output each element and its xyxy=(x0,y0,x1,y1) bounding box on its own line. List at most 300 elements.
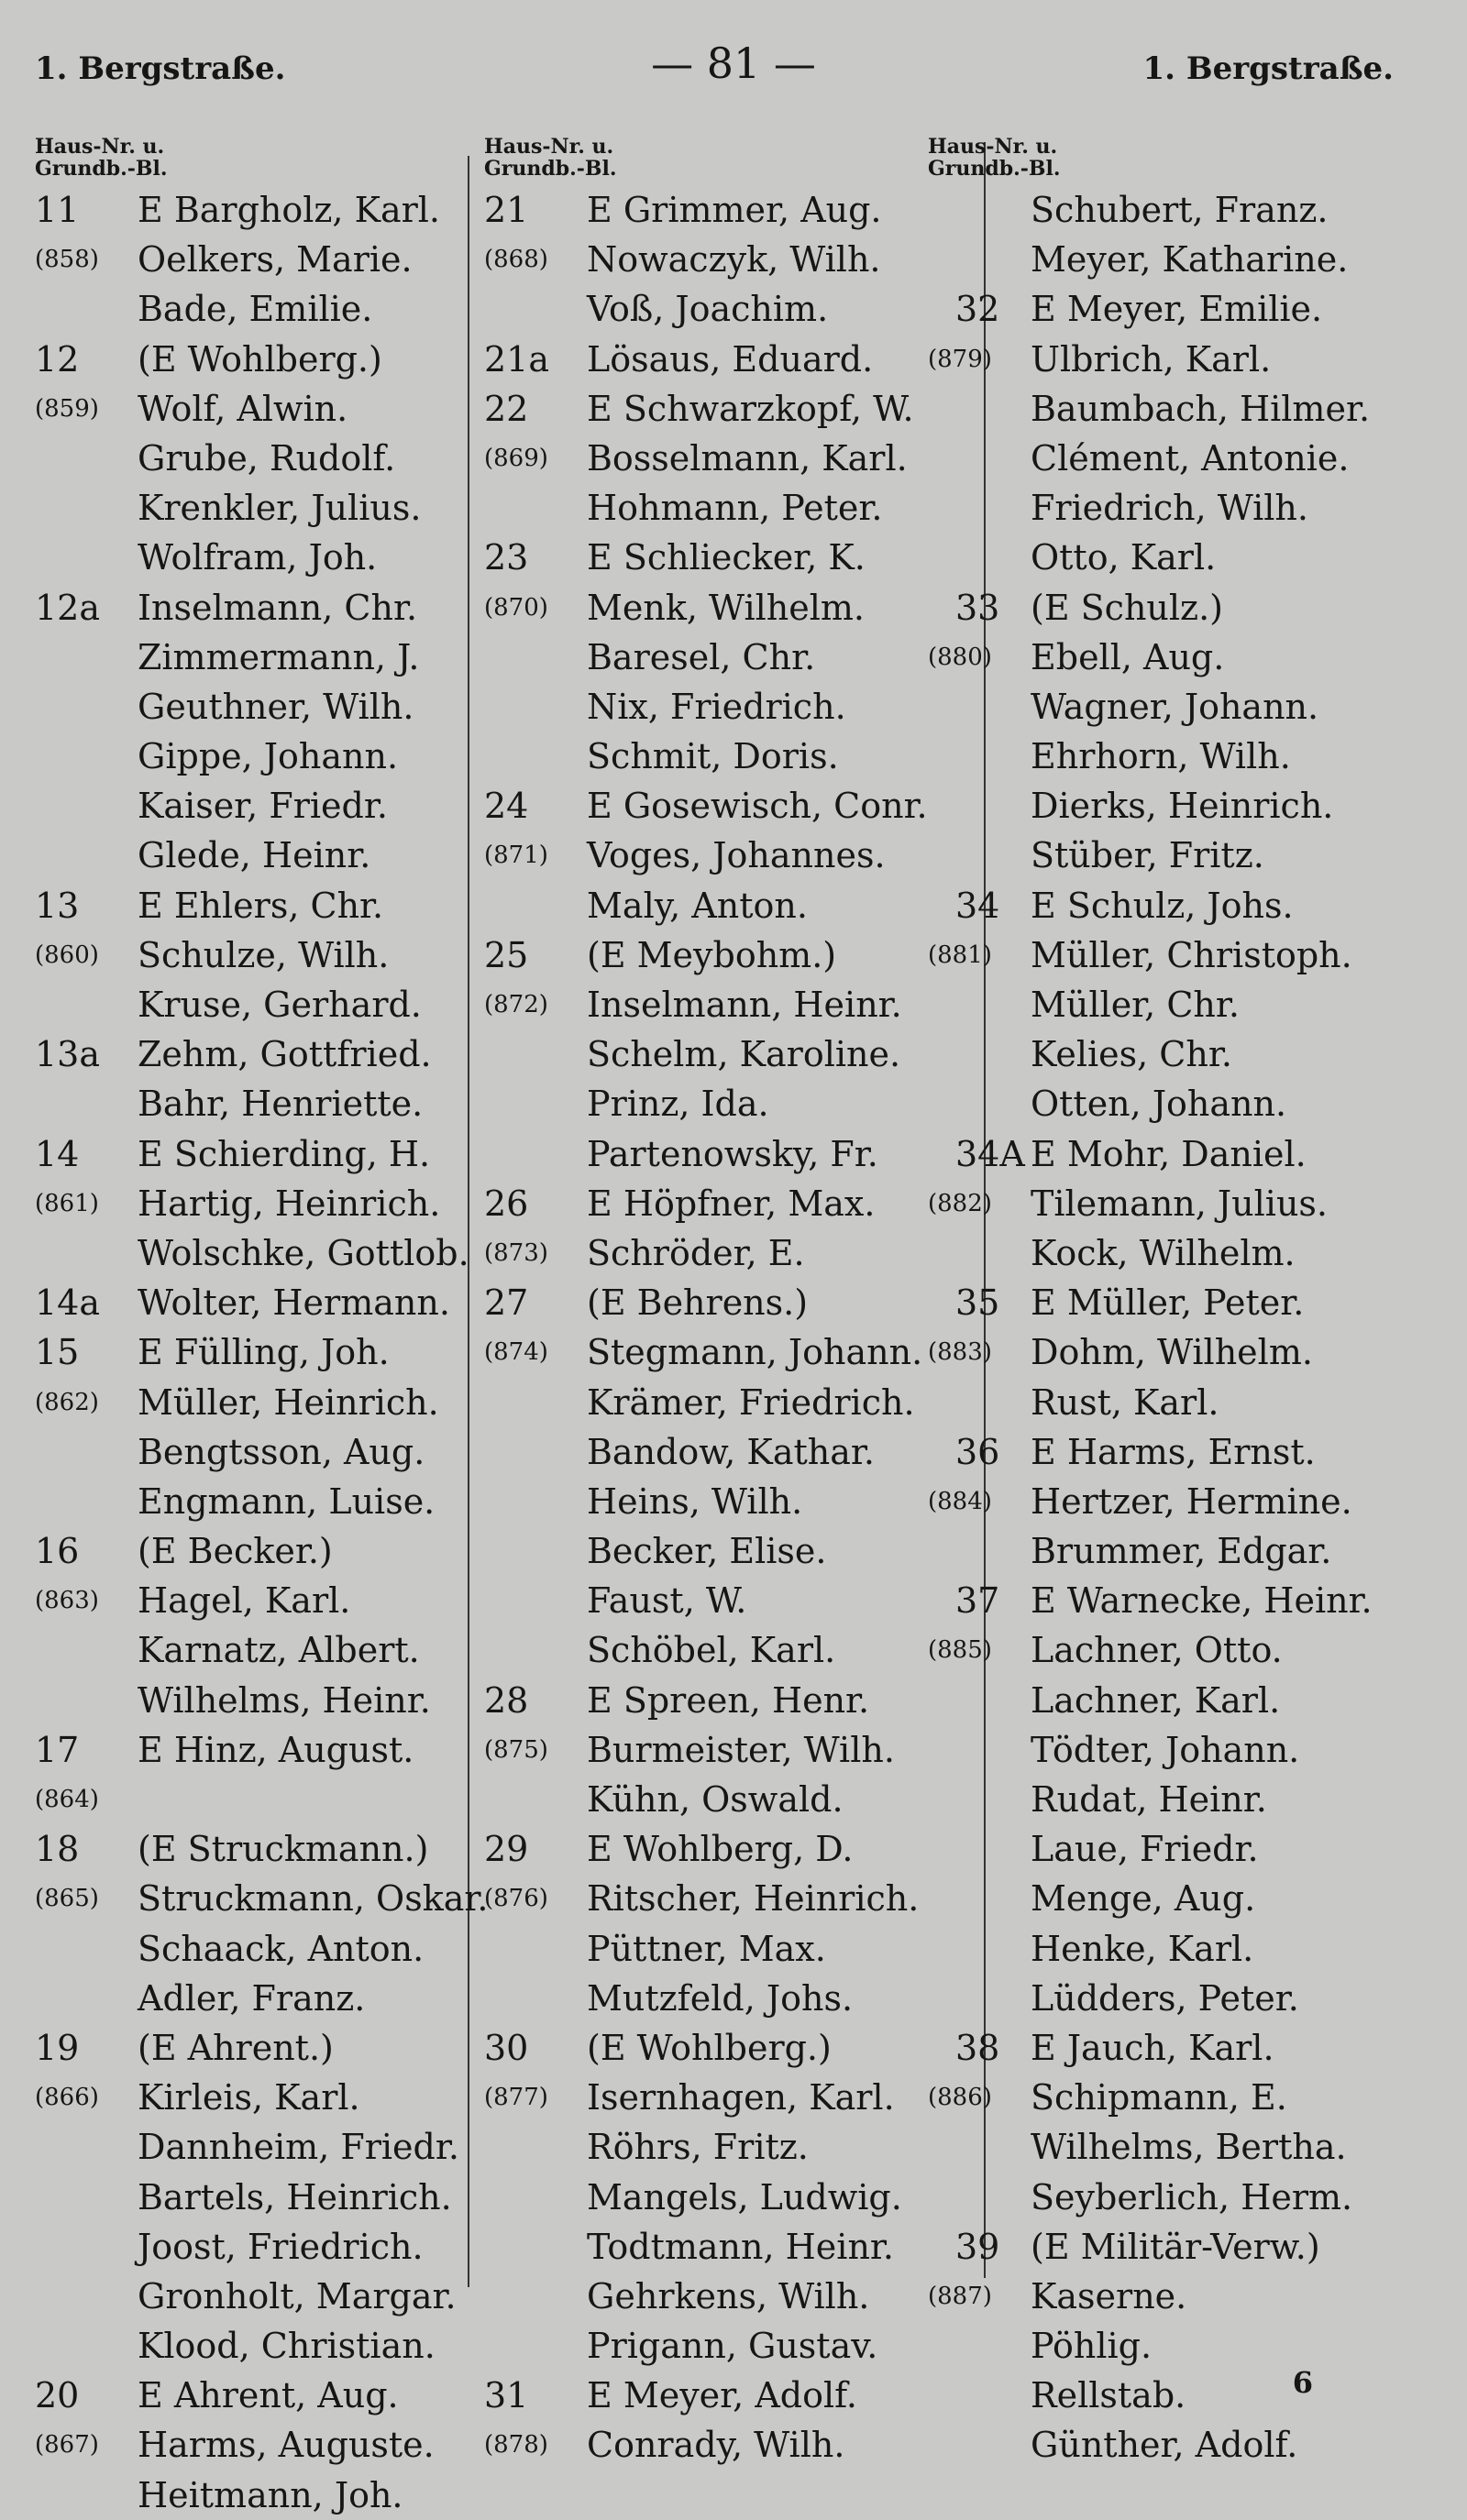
directory-entry xyxy=(928,1477,1352,1526)
grundbuch-number: (859) xyxy=(35,394,99,423)
column-subheader: Haus-Nr. u. Grundb.-Bl. xyxy=(928,135,1061,181)
directory-entry xyxy=(35,1625,420,1675)
directory-entry xyxy=(484,2173,902,2222)
directory-entry xyxy=(484,881,808,930)
resident-name: Isernhagen, Karl. xyxy=(587,2077,895,2118)
resident-name: Bartels, Heinrich. xyxy=(138,2176,452,2217)
directory-entry xyxy=(35,1775,168,1824)
directory-entry xyxy=(35,732,399,781)
directory-entry xyxy=(35,831,371,880)
directory-entry xyxy=(35,1477,436,1526)
resident-name: Oelkers, Marie. xyxy=(138,239,413,281)
resident-name: E Jauch, Karl. xyxy=(1031,2027,1274,2068)
directory-entry xyxy=(484,781,928,831)
directory-entry xyxy=(35,633,420,682)
resident-name: E Mohr, Daniel. xyxy=(1031,1133,1307,1174)
directory-entry xyxy=(484,732,839,781)
house-number: 21a xyxy=(484,338,550,380)
directory-entry xyxy=(928,1228,1296,1278)
resident-name: Schulze, Wilh. xyxy=(138,934,390,975)
directory-entry xyxy=(928,384,1371,434)
grundbuch-number: (872) xyxy=(484,991,548,1018)
directory-entry xyxy=(928,2272,1187,2321)
resident-name: Kock, Wilhelm. xyxy=(1031,1232,1296,1273)
directory-entry xyxy=(928,930,1352,980)
directory-entry xyxy=(928,1526,1332,1576)
resident-name: Schöbel, Karl. xyxy=(587,1630,836,1671)
directory-entry xyxy=(484,335,874,384)
directory-entry xyxy=(928,1725,1300,1775)
resident-name: Dannheim, Friedr. xyxy=(138,2127,459,2168)
directory-entry xyxy=(928,1378,1219,1427)
resident-name: E Meyer, Adolf. xyxy=(587,2375,857,2416)
grundbuch-number: (878) xyxy=(484,2431,548,2459)
column-rule xyxy=(468,156,469,2287)
house-number: 17 xyxy=(35,1729,80,1770)
resident-name: Krenkler, Julius. xyxy=(138,488,422,529)
directory-entry xyxy=(484,2023,832,2073)
resident-name: E Müller, Peter. xyxy=(1031,1282,1305,1324)
resident-name: (E Wohlberg.) xyxy=(138,338,382,380)
resident-name: Müller, Christoph. xyxy=(1031,934,1352,975)
resident-name: E Schierding, H. xyxy=(138,1133,431,1174)
directory-entry xyxy=(928,2023,1274,2073)
resident-name: Müller, Chr. xyxy=(1031,985,1240,1025)
resident-name: Wagner, Johann. xyxy=(1031,686,1319,727)
resident-name: Inselmann, Heinr. xyxy=(587,985,902,1025)
house-number: 19 xyxy=(35,2027,80,2068)
directory-entry xyxy=(35,1526,333,1576)
directory-entry xyxy=(35,2173,452,2222)
grundbuch-number: (870) xyxy=(484,593,548,622)
directory-entry xyxy=(928,1278,1305,1327)
directory-entry xyxy=(484,2420,845,2470)
house-number: 28 xyxy=(484,1679,529,1721)
directory-entry xyxy=(484,682,846,732)
resident-name: Heitmann, Joh. xyxy=(138,2474,403,2515)
column-1 xyxy=(35,135,489,2520)
directory-entry xyxy=(484,980,902,1029)
resident-name: Schipmann, E. xyxy=(1031,2077,1287,2118)
resident-name: Menk, Wilhelm. xyxy=(587,587,865,628)
resident-name: Zimmermann, J. xyxy=(138,636,420,677)
resident-name: Joost, Friedrich. xyxy=(138,2226,424,2267)
house-number: 36 xyxy=(955,1431,1000,1472)
directory-entry xyxy=(35,1725,414,1775)
directory-entry xyxy=(484,1228,805,1278)
directory-entry xyxy=(35,1179,441,1228)
house-number: 30 xyxy=(484,2027,529,2068)
directory-entry xyxy=(484,1278,809,1327)
grundbuch-number: (876) xyxy=(484,1885,548,1913)
house-number: 15 xyxy=(35,1332,80,1373)
directory-entry xyxy=(928,1924,1254,1974)
directory-entry xyxy=(35,682,414,732)
grundbuch-number: (865) xyxy=(35,1885,99,1913)
grundbuch-number: (877) xyxy=(484,2084,548,2112)
grundbuch-number: (860) xyxy=(35,941,99,969)
house-number: 33 xyxy=(955,587,1000,628)
resident-name: (E Wohlberg.) xyxy=(587,2027,832,2068)
directory-entry xyxy=(35,1427,425,1477)
house-number: 37 xyxy=(955,1580,1000,1622)
resident-name: Klood, Christian. xyxy=(138,2326,436,2367)
house-number: 32 xyxy=(955,289,1000,330)
resident-name: Ehrhorn, Wilh. xyxy=(1031,736,1291,777)
resident-name: Gronholt, Margar. xyxy=(138,2275,457,2316)
directory-entry xyxy=(928,434,1350,483)
house-number: 14 xyxy=(35,1133,80,1174)
resident-name: Kühn, Oswald. xyxy=(587,1779,844,1820)
resident-name: Müller, Heinrich. xyxy=(138,1381,439,1423)
directory-entry xyxy=(928,2073,1287,2122)
resident-name: Glede, Heinr. xyxy=(138,835,371,876)
directory-entry xyxy=(928,1824,1259,1874)
resident-name: Harms, Auguste. xyxy=(138,2425,435,2466)
resident-name: E Wohlberg, D. xyxy=(587,1829,854,1870)
directory-entry xyxy=(35,2470,403,2520)
resident-name: Schelm, Karoline. xyxy=(587,1034,901,1075)
directory-entry xyxy=(35,1874,489,1923)
resident-name: Laue, Friedr. xyxy=(1031,1829,1259,1870)
resident-name: (E Schulz.) xyxy=(1031,587,1223,628)
directory-entry xyxy=(928,1427,1316,1477)
directory-entry xyxy=(484,1824,854,1874)
resident-name: Bade, Emilie. xyxy=(138,289,373,330)
directory-entry xyxy=(928,1179,1329,1228)
resident-name: E Höpfner, Max. xyxy=(587,1183,876,1224)
resident-name: Lüdders, Peter. xyxy=(1031,1977,1299,2019)
grundbuch-number: (886) xyxy=(928,2084,992,2112)
directory-entry xyxy=(484,2122,809,2172)
house-number: 34A xyxy=(955,1133,1025,1174)
directory-entry xyxy=(35,1079,424,1128)
resident-name: Engmann, Luise. xyxy=(138,1480,436,1522)
directory-entry xyxy=(35,1029,432,1079)
resident-name: Karnatz, Albert. xyxy=(138,1630,420,1671)
resident-name: Schröder, E. xyxy=(587,1232,805,1273)
resident-name: Hagel, Karl. xyxy=(138,1580,351,1622)
resident-name: Conrady, Wilh. xyxy=(587,2425,845,2466)
resident-name: Bandow, Kathar. xyxy=(587,1431,875,1472)
resident-name: Gehrkens, Wilh. xyxy=(587,2275,870,2316)
column-2 xyxy=(484,135,928,2470)
resident-name: Rudat, Heinr. xyxy=(1031,1779,1267,1820)
grundbuch-number: (881) xyxy=(928,941,992,969)
resident-name: (E Becker.) xyxy=(138,1531,333,1572)
directory-entry xyxy=(928,2321,1153,2371)
directory-entry xyxy=(484,583,865,633)
directory-entry xyxy=(928,235,1349,284)
grundbuch-number: (874) xyxy=(484,1338,548,1367)
house-number: 39 xyxy=(955,2226,1000,2267)
directory-entry xyxy=(35,1278,450,1327)
resident-name: Pöhlig. xyxy=(1031,2326,1153,2367)
resident-name: E Ahrent, Aug. xyxy=(138,2375,399,2416)
grundbuch-number: (882) xyxy=(928,1189,992,1217)
directory-entry xyxy=(35,2023,334,2073)
resident-name: Püttner, Max. xyxy=(587,1928,826,1969)
directory-entry xyxy=(928,1625,1283,1675)
directory-entry xyxy=(484,2371,857,2420)
house-number: 21 xyxy=(484,190,529,230)
resident-name: E Harms, Ernst. xyxy=(1031,1431,1316,1472)
directory-entry xyxy=(35,284,373,334)
resident-name: Voges, Johannes. xyxy=(587,835,886,876)
resident-name: Stegmann, Johann. xyxy=(587,1332,923,1373)
resident-name: Schaack, Anton. xyxy=(138,1928,425,1969)
resident-name: Baumbach, Hilmer. xyxy=(1031,388,1371,429)
directory-entry xyxy=(928,682,1319,732)
resident-name: Mangels, Ludwig. xyxy=(587,2176,902,2217)
grundbuch-number: (871) xyxy=(484,842,548,870)
resident-name: (E Meybohm.) xyxy=(587,934,837,975)
directory-entry xyxy=(928,483,1308,533)
directory-entry xyxy=(35,2420,435,2470)
grundbuch-number: (863) xyxy=(35,1587,99,1615)
grundbuch-number: (866) xyxy=(35,2084,99,2112)
resident-name: Rellstab. xyxy=(1031,2375,1186,2416)
resident-name: E Schulz, Johs. xyxy=(1031,885,1294,926)
directory-entry xyxy=(35,1327,390,1377)
resident-name: Voß, Joachim. xyxy=(587,289,829,330)
house-number: 13 xyxy=(35,885,80,926)
house-number: 24 xyxy=(484,786,529,827)
directory-entry xyxy=(484,1526,827,1576)
house-number: 35 xyxy=(955,1282,1000,1324)
resident-name: Nowaczyk, Wilh. xyxy=(587,239,881,281)
directory-entry xyxy=(484,434,908,483)
resident-name: Todtmann, Heinr. xyxy=(587,2226,894,2267)
house-number: 14a xyxy=(35,1282,101,1324)
resident-name: Partenowsky, Fr. xyxy=(587,1133,878,1174)
running-head-right: 1. Bergstraße. xyxy=(1142,50,1394,87)
house-number: 13a xyxy=(35,1034,101,1075)
resident-name: Clément, Antonie. xyxy=(1031,437,1350,479)
directory-entry xyxy=(35,881,384,930)
house-number: 25 xyxy=(484,934,529,975)
directory-entry xyxy=(928,2371,1186,2420)
directory-entry xyxy=(928,284,1323,334)
resident-name: Seyberlich, Herm. xyxy=(1031,2176,1353,2217)
resident-name: Wolfram, Joh. xyxy=(138,537,378,578)
resident-name: Wolschke, Gottlob. xyxy=(138,1232,469,1273)
directory-entry xyxy=(484,1625,836,1675)
resident-name: E Gosewisch, Conr. xyxy=(587,786,928,827)
resident-name: Ulbrich, Karl. xyxy=(1031,338,1272,380)
directory-entry xyxy=(35,1378,439,1427)
directory-entry xyxy=(35,1129,431,1179)
directory-entry xyxy=(35,235,413,284)
grundbuch-number: (880) xyxy=(928,643,992,671)
directory-entry xyxy=(484,2321,878,2371)
directory-entry xyxy=(35,335,382,384)
resident-name: Tödter, Johann. xyxy=(1031,1729,1300,1770)
resident-name: E Meyer, Emilie. xyxy=(1031,289,1323,330)
directory-entry xyxy=(484,1029,901,1079)
resident-name: Adler, Franz. xyxy=(138,1977,366,2019)
running-head-left: 1. Bergstraße. xyxy=(35,50,286,87)
resident-name: E Spreen, Henr. xyxy=(587,1679,870,1721)
directory-entry xyxy=(35,1974,366,2023)
directory-entry xyxy=(484,1477,803,1526)
resident-name: E Warnecke, Heinr. xyxy=(1031,1580,1373,1622)
directory-entry xyxy=(35,533,378,582)
directory-entry xyxy=(35,930,390,980)
resident-name: (E Behrens.) xyxy=(587,1282,809,1324)
resident-name: Menge, Aug. xyxy=(1031,1878,1256,1920)
directory-entry xyxy=(484,1179,876,1228)
directory-entry xyxy=(484,1079,769,1128)
resident-name: Becker, Elise. xyxy=(587,1531,827,1572)
directory-entry xyxy=(484,2222,894,2272)
grundbuch-number: (867) xyxy=(35,2431,99,2459)
directory-entry xyxy=(484,533,866,582)
directory-entry xyxy=(928,1874,1256,1923)
directory-entry xyxy=(928,831,1264,880)
directory-entry xyxy=(35,1228,469,1278)
resident-name: Bengtsson, Aug. xyxy=(138,1431,425,1472)
directory-entry xyxy=(928,1676,1281,1725)
directory-entry xyxy=(35,1576,351,1625)
directory-entry xyxy=(928,781,1334,831)
house-number: 31 xyxy=(484,2375,529,2416)
house-number: 29 xyxy=(484,1829,529,1870)
resident-name: Bosselmann, Karl. xyxy=(587,437,908,479)
house-number: 23 xyxy=(484,537,529,578)
directory-entry xyxy=(928,1576,1373,1625)
resident-name: Dierks, Heinrich. xyxy=(1031,786,1334,827)
resident-name: Inselmann, Chr. xyxy=(138,587,418,628)
resident-name: E Ehlers, Chr. xyxy=(138,885,384,926)
directory-entry xyxy=(35,980,422,1029)
resident-name: Schubert, Franz. xyxy=(1031,190,1329,230)
resident-name: Faust, W. xyxy=(587,1580,747,1622)
resident-name: (E Struckmann.) xyxy=(138,1829,429,1870)
directory-entry xyxy=(928,1079,1287,1128)
house-number: 26 xyxy=(484,1183,529,1224)
directory-entry xyxy=(484,1576,747,1625)
directory-entry xyxy=(35,185,441,235)
resident-name: Friedrich, Wilh. xyxy=(1031,488,1308,529)
resident-name: (E Militär-Verw.) xyxy=(1031,2226,1320,2267)
house-number: 22 xyxy=(484,388,529,429)
directory-entry xyxy=(484,1775,844,1824)
directory-entry xyxy=(928,2420,1298,2470)
directory-entry xyxy=(35,2122,459,2172)
resident-name: Schmit, Doris. xyxy=(587,736,839,777)
grundbuch-number: (879) xyxy=(928,345,992,373)
resident-name: Otten, Johann. xyxy=(1031,1084,1287,1125)
resident-name: Kirleis, Karl. xyxy=(138,2077,360,2118)
resident-name: Burmeister, Wilh. xyxy=(587,1729,895,1770)
directory-entry xyxy=(928,1327,1313,1377)
resident-name: (E Ahrent.) xyxy=(138,2027,334,2068)
directory-entry xyxy=(35,2073,360,2122)
directory-entry xyxy=(484,235,881,284)
grundbuch-number: (858) xyxy=(35,246,99,274)
house-number: 12a xyxy=(35,587,101,628)
directory-entry xyxy=(484,1874,920,1923)
resident-name: Röhrs, Fritz. xyxy=(587,2127,809,2168)
directory-entry xyxy=(928,533,1217,582)
resident-name: Kaiser, Friedr. xyxy=(138,786,388,827)
directory-entry xyxy=(484,633,816,682)
house-number: 27 xyxy=(484,1282,529,1324)
resident-name: Heins, Wilh. xyxy=(587,1480,803,1522)
resident-name: E Schliecker, K. xyxy=(587,537,866,578)
resident-name: Wolter, Hermann. xyxy=(138,1282,450,1324)
resident-name: Stüber, Fritz. xyxy=(1031,835,1264,876)
directory-entry xyxy=(928,1974,1299,2023)
directory-entry xyxy=(928,732,1291,781)
grundbuch-number: (862) xyxy=(35,1388,99,1416)
resident-name: Gippe, Johann. xyxy=(138,736,399,777)
house-number: 20 xyxy=(35,2375,80,2416)
grundbuch-number: (883) xyxy=(928,1338,992,1367)
resident-name: Geuthner, Wilh. xyxy=(138,686,414,727)
resident-name: Tilemann, Julius. xyxy=(1031,1183,1329,1224)
directory-entry xyxy=(35,384,348,434)
page-number: — 81 — xyxy=(651,39,816,88)
resident-name: Kruse, Gerhard. xyxy=(138,985,422,1025)
resident-name: E Fülling, Joh. xyxy=(138,1332,390,1373)
directory-entry xyxy=(928,881,1294,930)
house-number: 34 xyxy=(955,885,1000,926)
directory-entry xyxy=(484,1378,915,1427)
resident-name: E Hinz, August. xyxy=(138,1729,414,1770)
directory-entry xyxy=(928,1029,1232,1079)
resident-name: Maly, Anton. xyxy=(587,885,808,926)
directory-entry xyxy=(928,633,1225,682)
directory-entry xyxy=(484,2073,895,2122)
resident-name: Nix, Friedrich. xyxy=(587,686,846,727)
directory-entry xyxy=(928,980,1240,1029)
resident-name: Zehm, Gottfried. xyxy=(138,1034,432,1075)
resident-name: Hertzer, Hermine. xyxy=(1031,1480,1352,1522)
directory-entry xyxy=(35,2321,436,2371)
grundbuch-number: (873) xyxy=(484,1238,548,1267)
grundbuch-number: (868) xyxy=(484,246,548,274)
directory-entry xyxy=(484,1924,826,1974)
directory-entry xyxy=(484,1974,854,2023)
resident-name: Prinz, Ida. xyxy=(587,1084,769,1125)
directory-entry xyxy=(928,1129,1307,1179)
resident-name: Bahr, Henriette. xyxy=(138,1084,424,1125)
directory-entry xyxy=(484,831,886,880)
directory-entry xyxy=(928,583,1223,633)
resident-name: Kaserne. xyxy=(1031,2275,1187,2316)
house-number: 11 xyxy=(35,190,80,230)
resident-name: Kelies, Chr. xyxy=(1031,1034,1232,1075)
house-number: 16 xyxy=(35,1531,80,1572)
directory-entry xyxy=(928,1775,1267,1824)
directory-entry xyxy=(928,2122,1347,2172)
grundbuch-number: (887) xyxy=(928,2282,992,2310)
grundbuch-number: (884) xyxy=(928,1487,992,1515)
resident-name: Lösaus, Eduard. xyxy=(587,338,874,380)
directory-entry xyxy=(484,483,883,533)
directory-entry xyxy=(484,2272,870,2321)
grundbuch-number: (861) xyxy=(35,1189,99,1217)
resident-name: E Schwarzkopf, W. xyxy=(587,388,914,429)
resident-name: E Grimmer, Aug. xyxy=(587,190,882,230)
directory-entry xyxy=(35,2371,399,2420)
resident-name: Struckmann, Oskar. xyxy=(138,1878,489,1920)
resident-name: Wolf, Alwin. xyxy=(138,388,348,429)
directory-entry xyxy=(928,2173,1353,2222)
directory-entry xyxy=(35,2272,457,2321)
